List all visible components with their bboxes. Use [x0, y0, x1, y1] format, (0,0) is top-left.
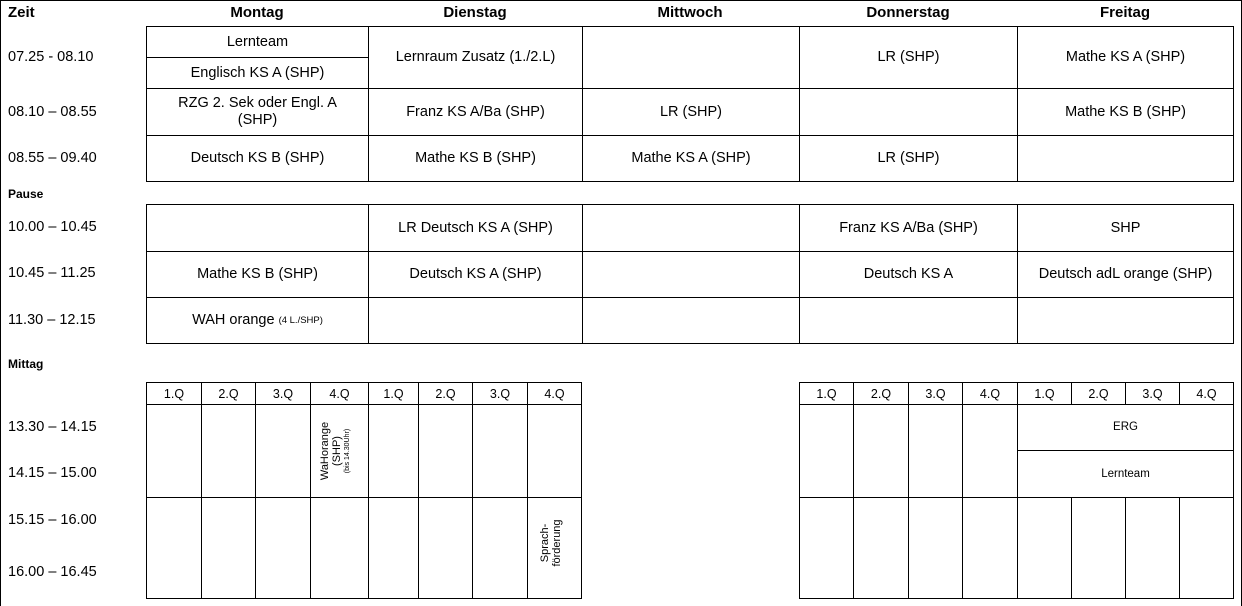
- time-slot: 16.00 – 16.45: [8, 564, 97, 580]
- time-slot: 11.30 – 12.15: [8, 312, 96, 328]
- cell-mon-englisch: Englisch KS A (SHP): [190, 64, 325, 81]
- cell-thu-lr: LR (SHP): [877, 49, 940, 65]
- sprach-line1: Sprach-: [539, 523, 551, 563]
- cell-thu-deutsch-a: Deutsch KS A: [863, 266, 954, 282]
- quarter-header: 2.Q: [435, 387, 456, 401]
- time-slot: 13.30 – 14.15: [8, 419, 97, 435]
- quarter-header: 1.Q: [1034, 387, 1055, 401]
- quarter-header: 2.Q: [218, 387, 239, 401]
- cell-thu-franz: Franz KS A/Ba (SHP): [839, 219, 978, 236]
- cell-mon-deutsch-b: Deutsch KS B (SHP): [190, 150, 325, 166]
- time-slot: 10.45 – 11.25: [8, 265, 96, 281]
- waho-line2: (SHP): [331, 436, 343, 466]
- cell-thu-lr: LR (SHP): [877, 150, 940, 166]
- cell-sprachfoerderung-vertical: [539, 503, 569, 583]
- cell-fri-erg: ERG: [1113, 421, 1138, 433]
- time-slot: 10.00 – 10.45: [8, 219, 97, 235]
- header-day-wednesday: Mittwoch: [657, 4, 723, 21]
- cell-mon-rzg: RZG 2. Sek oder Engl. A (SHP): [178, 95, 337, 128]
- cell-fri-deutsch-adl: Deutsch adL orange (SHP): [1038, 266, 1213, 282]
- cell-mon-mathe-b: Mathe KS B (SHP): [197, 266, 318, 282]
- cell-mon-lernteam: Lernteam: [226, 33, 289, 50]
- quarter-header: 3.Q: [489, 387, 511, 401]
- wah-label: WAH orange: [192, 312, 275, 328]
- quarter-header: 4.Q: [329, 387, 350, 401]
- quarter-header: 2.Q: [870, 387, 892, 401]
- sprach-line2: förderung: [551, 519, 563, 567]
- cell-tue-mathe-b: Mathe KS B (SHP): [415, 150, 536, 166]
- header-day-monday: Montag: [230, 4, 284, 21]
- quarter-header: 4.Q: [979, 387, 1001, 401]
- waho-line1: WaHorange: [319, 421, 331, 481]
- quarter-header: 4.Q: [544, 387, 565, 401]
- quarter-header: 2.Q: [1088, 387, 1109, 401]
- quarter-header: 3.Q: [1142, 387, 1163, 401]
- cell-fri-mathe-a: Mathe KS A (SHP): [1065, 49, 1186, 65]
- wah-note: (4 L./SHP): [278, 315, 323, 326]
- quarter-header: 3.Q: [272, 387, 294, 401]
- time-slot: 14.15 – 15.00: [8, 465, 97, 481]
- quarter-header: 3.Q: [925, 387, 946, 401]
- cell-fri-mathe-b: Mathe KS B (SHP): [1065, 103, 1186, 120]
- header-day-thursday: Donnerstag: [866, 4, 950, 21]
- quarter-header: 1.Q: [163, 387, 185, 401]
- quarter-header: 1.Q: [383, 387, 404, 401]
- cell-wed-lr: LR (SHP): [659, 103, 723, 120]
- time-slot: 08.55 – 09.40: [8, 150, 97, 166]
- cell-wahorange-vertical: [319, 403, 357, 499]
- cell-tue-deutsch-a: Deutsch KS A (SHP): [409, 266, 542, 282]
- cell-tue-lr-deutsch: LR Deutsch KS A (SHP): [398, 219, 553, 236]
- section-pause: Pause: [8, 187, 44, 201]
- cell-wed-mathe-a: Mathe KS A (SHP): [631, 150, 751, 166]
- cell-tue-lernraum: Lernraum Zusatz (1./2.L): [395, 49, 556, 65]
- time-slot: 15.15 – 16.00: [8, 512, 97, 528]
- section-mittag: Mittag: [8, 357, 44, 371]
- quarter-header: 1.Q: [816, 387, 837, 401]
- quarter-header: 4.Q: [1196, 387, 1217, 401]
- header-day-tuesday: Dienstag: [443, 4, 507, 21]
- cell-fri-lernteam: Lernteam: [1101, 467, 1150, 480]
- waho-line3: (bis 14.30Uhr): [344, 428, 351, 474]
- cell-tue-franz: Franz KS A/Ba (SHP): [406, 103, 545, 120]
- time-slot: 07.25 - 08.10: [8, 49, 94, 65]
- cell-mon-wah: [147, 298, 368, 343]
- header-zeit: Zeit: [8, 4, 35, 21]
- time-slot: 08.10 – 08.55: [8, 104, 97, 120]
- cell-fri-shp: SHP: [1110, 219, 1141, 236]
- header-day-friday: Freitag: [1099, 4, 1151, 21]
